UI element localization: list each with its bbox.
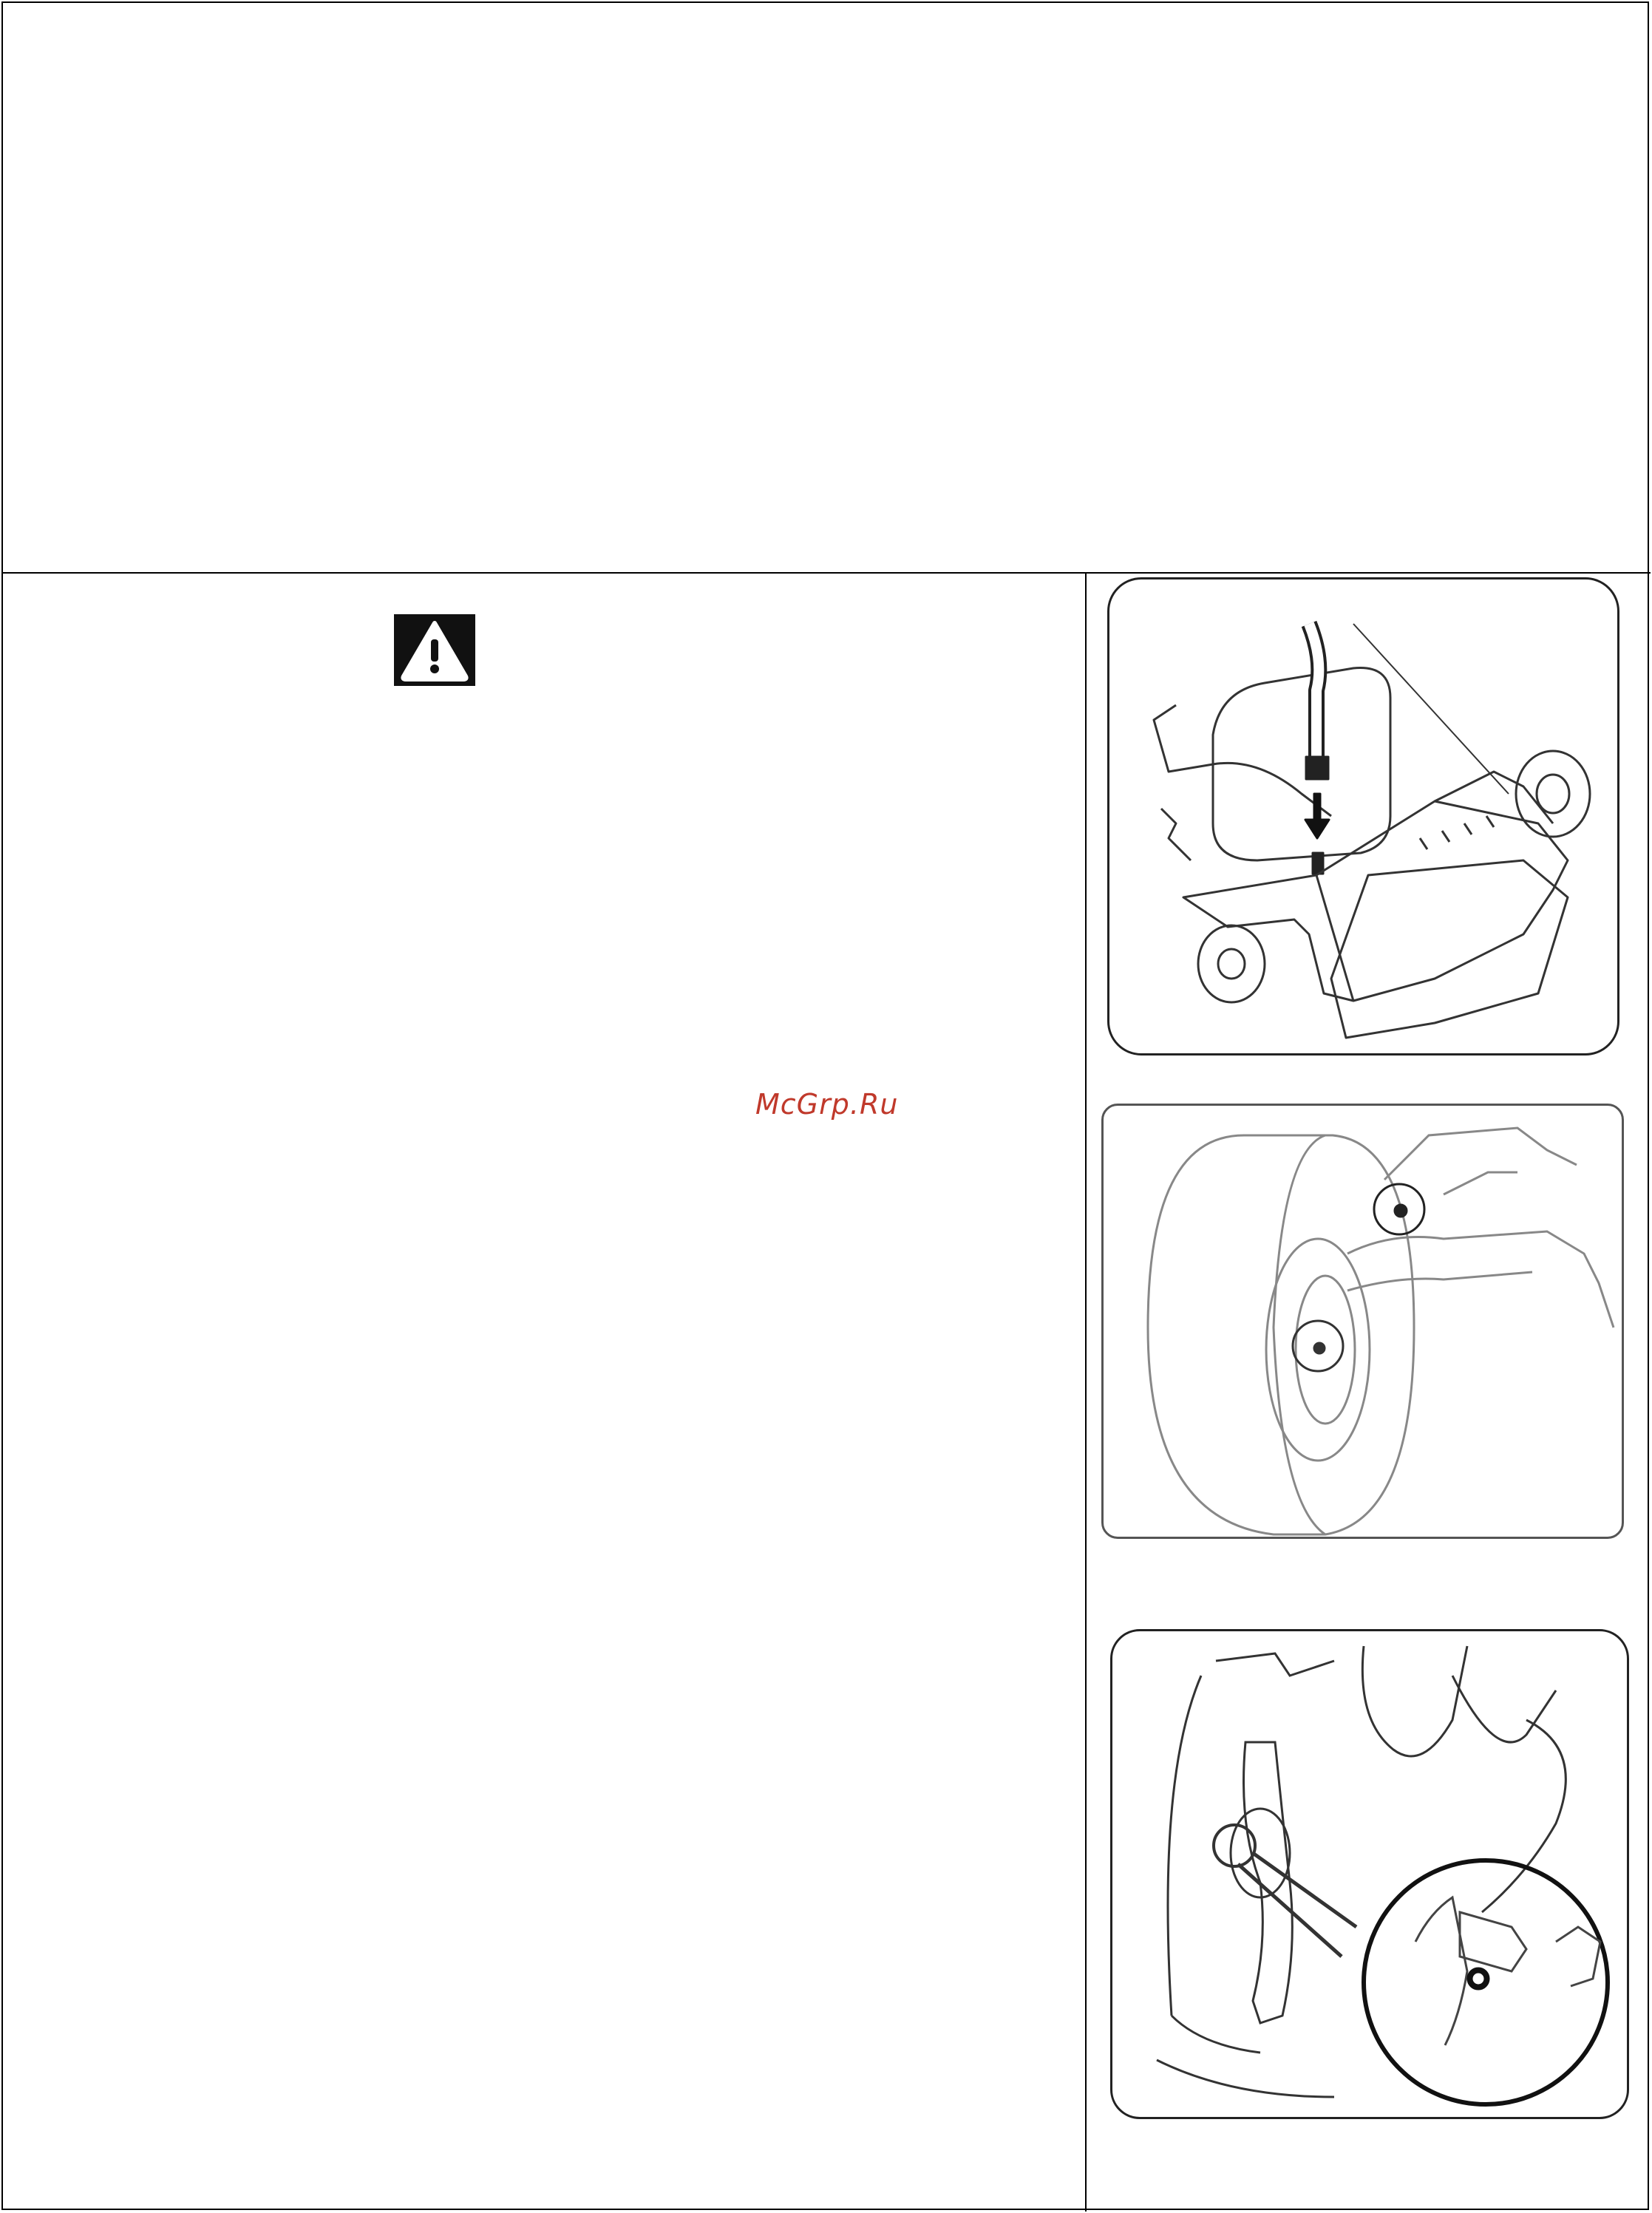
warning-triangle-icon xyxy=(394,614,475,686)
column-divider xyxy=(1085,573,1087,2212)
watermark: McGrp.Ru xyxy=(755,1088,899,1121)
section-divider xyxy=(1,572,1651,574)
blade-bolt-illustration xyxy=(1110,1629,1629,2119)
mower-hose-illustration xyxy=(1107,577,1619,1055)
wheel-grease-points-illustration xyxy=(1101,1104,1624,1539)
